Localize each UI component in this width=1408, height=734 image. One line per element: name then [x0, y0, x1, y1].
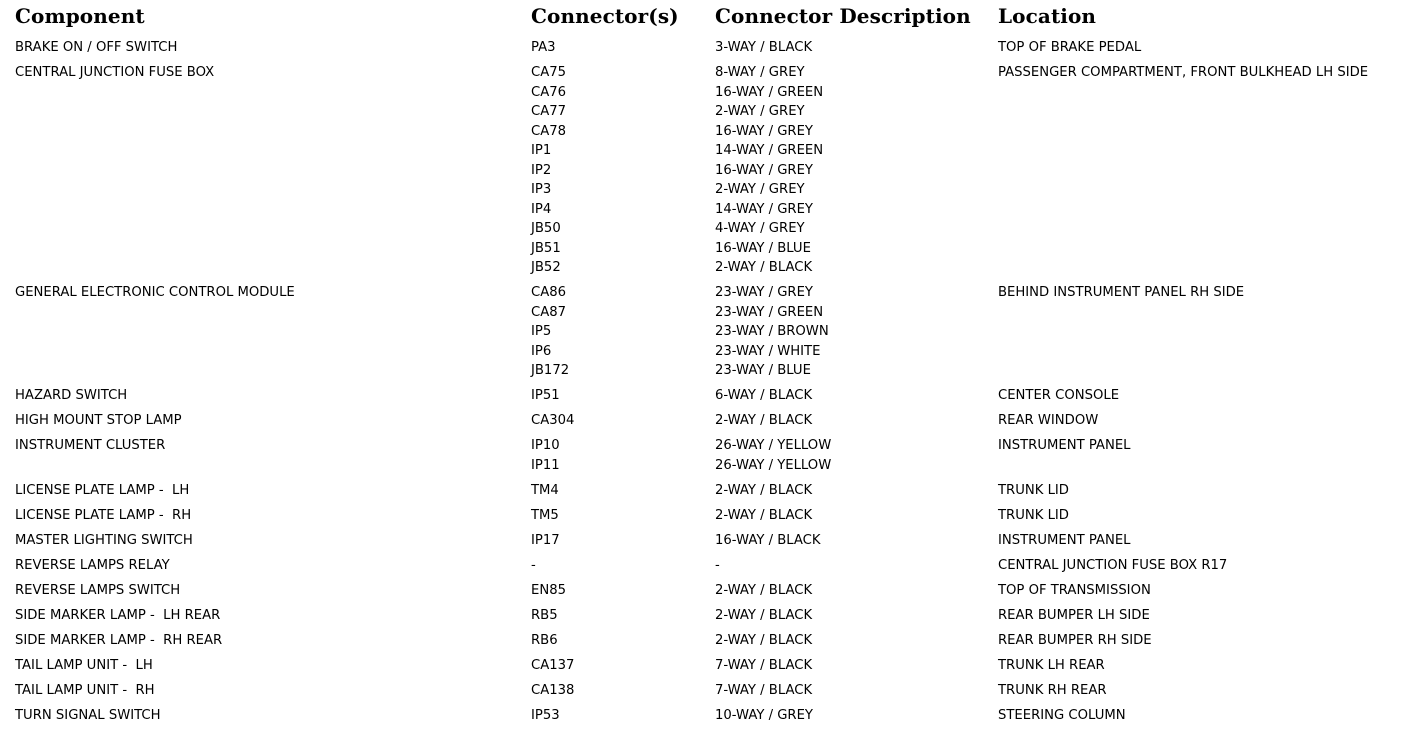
connector-desc-cell: 16-WAY / BLUE — [715, 240, 811, 256]
connector-desc-cell: 8-WAY / GREY — [715, 65, 805, 80]
component-cell: REVERSE LAMPS RELAY — [15, 557, 170, 573]
connector-id-cell: IP11 — [531, 457, 560, 473]
connector-desc-cell: 7-WAY / BLACK — [715, 657, 813, 673]
header-connectors: Connector(s) — [531, 4, 679, 28]
connector-id-cell: IP5 — [531, 324, 552, 339]
connector-id-cell: IP2 — [531, 162, 552, 178]
connector-desc-cell: 10-WAY / GREY — [715, 707, 813, 723]
component-cell: HAZARD SWITCH — [15, 388, 128, 403]
location-cell: TRUNK LID — [998, 482, 1069, 498]
connector-desc-cell: - — [715, 557, 720, 573]
location-cell: CENTER CONSOLE — [998, 388, 1120, 403]
connector-id-cell: RB6 — [531, 632, 558, 648]
connector-desc-cell: 2-WAY / GREY — [715, 104, 805, 119]
connector-desc-cell: 14-WAY / GREEN — [715, 143, 824, 158]
connector-id-cell: IP6 — [531, 343, 552, 359]
connector-desc-cell: 2-WAY / BLACK — [715, 632, 813, 648]
connector-desc-cell: 16-WAY / GREY — [715, 123, 813, 139]
connector-id-cell: CA137 — [531, 657, 575, 673]
header-component: Component — [15, 4, 145, 28]
connector-id-cell: CA76 — [531, 84, 567, 100]
component-cell: LICENSE PLATE LAMP - RH — [15, 507, 192, 523]
connector-desc-cell: 23-WAY / BROWN — [715, 324, 829, 339]
connector-id-cell: CA86 — [531, 285, 567, 300]
component-cell: BRAKE ON / OFF SWITCH — [15, 40, 178, 55]
connector-id-cell: IP53 — [531, 707, 560, 723]
connector-id-cell: TM5 — [531, 507, 559, 523]
component-cell: HIGH MOUNT STOP LAMP — [15, 413, 182, 428]
connector-id-cell: CA75 — [531, 65, 567, 80]
component-cell: CENTRAL JUNCTION FUSE BOX — [15, 65, 215, 80]
connector-id-cell: EN85 — [531, 582, 566, 598]
component-cell: INSTRUMENT CLUSTER — [15, 438, 166, 453]
connector-desc-cell: 2-WAY / BLACK — [715, 482, 813, 498]
location-cell: REAR WINDOW — [998, 413, 1099, 428]
location-cell: INSTRUMENT PANEL — [998, 532, 1131, 548]
component-cell: TAIL LAMP UNIT - LH — [15, 657, 153, 673]
connector-id-cell: IP4 — [531, 201, 552, 217]
connector-id-cell: IP3 — [531, 182, 552, 197]
location-cell: PASSENGER COMPARTMENT, FRONT BULKHEAD LH SIDE — [998, 65, 1369, 80]
connector-desc-cell: 16-WAY / GREEN — [715, 84, 824, 100]
component-cell: LICENSE PLATE LAMP - LH — [15, 482, 190, 498]
location-cell: TRUNK LH REAR — [998, 657, 1105, 673]
connector-desc-cell: 23-WAY / GREEN — [715, 304, 824, 320]
location-cell: TOP OF BRAKE PEDAL — [998, 40, 1142, 55]
connector-id-cell: CA304 — [531, 413, 575, 428]
connector-desc-cell: 16-WAY / BLACK — [715, 532, 821, 548]
connector-desc-cell: 2-WAY / GREY — [715, 182, 805, 197]
connector-id-cell: JB50 — [531, 221, 561, 236]
connector-id-cell: PA3 — [531, 40, 556, 55]
connector-desc-cell: 2-WAY / BLACK — [715, 582, 813, 598]
connector-id-cell: RB5 — [531, 607, 558, 623]
component-cell: SIDE MARKER LAMP - LH REAR — [15, 607, 221, 623]
component-cell: SIDE MARKER LAMP - RH REAR — [15, 632, 223, 648]
connector-desc-cell: 14-WAY / GREY — [715, 201, 813, 217]
connector-desc-cell: 7-WAY / BLACK — [715, 682, 813, 698]
component-cell: GENERAL ELECTRONIC CONTROL MODULE — [15, 285, 295, 300]
connector-desc-cell: 23-WAY / WHITE — [715, 343, 821, 359]
connector-desc-cell: 26-WAY / YELLOW — [715, 438, 832, 453]
location-cell: TOP OF TRANSMISSION — [998, 582, 1151, 598]
connector-id-cell: JB172 — [531, 363, 570, 378]
connector-desc-cell: 16-WAY / GREY — [715, 162, 813, 178]
location-cell: CENTRAL JUNCTION FUSE BOX R17 — [998, 557, 1228, 573]
connector-desc-cell: 23-WAY / GREY — [715, 285, 813, 300]
connector-id-cell: CA138 — [531, 682, 575, 698]
connector-id-cell: IP51 — [531, 388, 560, 403]
header-location: Location — [998, 4, 1097, 28]
connector-id-cell: - — [531, 557, 536, 573]
connector-desc-cell: 6-WAY / BLACK — [715, 388, 813, 403]
location-cell: REAR BUMPER RH SIDE — [998, 632, 1152, 648]
connector-id-cell: CA77 — [531, 104, 567, 119]
connector-desc-cell: 3-WAY / BLACK — [715, 40, 813, 55]
connector-id-cell: IP10 — [531, 438, 560, 453]
connector-id-cell: IP17 — [531, 532, 560, 548]
component-cell: TURN SIGNAL SWITCH — [15, 707, 161, 723]
connector-id-cell: JB51 — [531, 240, 561, 256]
location-cell: REAR BUMPER LH SIDE — [998, 607, 1150, 623]
connector-id-cell: JB52 — [531, 260, 561, 275]
location-cell: TRUNK RH REAR — [998, 682, 1107, 698]
connector-id-cell: TM4 — [531, 482, 559, 498]
connector-desc-cell: 26-WAY / YELLOW — [715, 457, 832, 473]
connector-desc-cell: 23-WAY / BLUE — [715, 363, 811, 378]
connector-desc-cell: 4-WAY / GREY — [715, 221, 805, 236]
connector-id-cell: CA78 — [531, 123, 567, 139]
location-cell: INSTRUMENT PANEL — [998, 438, 1131, 453]
component-cell: MASTER LIGHTING SWITCH — [15, 532, 193, 548]
component-cell: REVERSE LAMPS SWITCH — [15, 582, 181, 598]
connector-id-cell: IP1 — [531, 143, 552, 158]
connector-desc-cell: 2-WAY / BLACK — [715, 607, 813, 623]
header-description: Connector Description — [715, 4, 971, 28]
connector-desc-cell: 2-WAY / BLACK — [715, 413, 813, 428]
location-cell: BEHIND INSTRUMENT PANEL RH SIDE — [998, 285, 1245, 300]
location-cell: STEERING COLUMN — [998, 707, 1126, 723]
component-cell: TAIL LAMP UNIT - RH — [15, 682, 155, 698]
connector-desc-cell: 2-WAY / BLACK — [715, 260, 813, 275]
location-cell: TRUNK LID — [998, 507, 1069, 523]
connector-id-cell: CA87 — [531, 304, 567, 320]
connector-desc-cell: 2-WAY / BLACK — [715, 507, 813, 523]
